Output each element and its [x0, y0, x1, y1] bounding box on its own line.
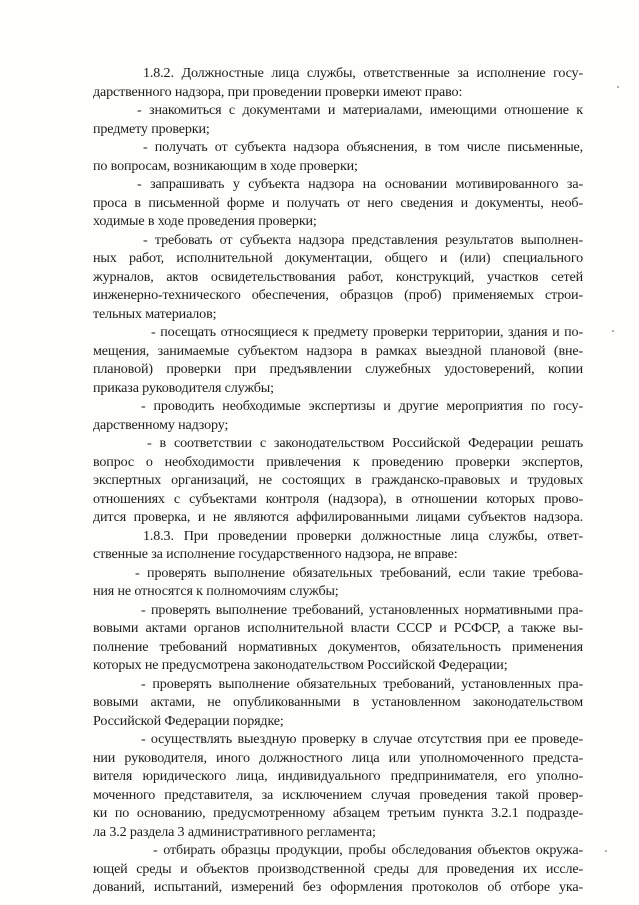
- text-line: ния не относятся к полномочиям службы;: [93, 583, 339, 599]
- text-line: мещения, занимаемые субъектом надзора в рамках выездной плановой (вне-: [93, 342, 583, 359]
- text-line: дований, испытаний, измерений без оформления протоколов об отборе ука-: [93, 879, 583, 895]
- text-line: - запрашивать у субъекта надзора на основании мотивированного за-: [137, 176, 583, 192]
- text-line: дарственному надзору;: [93, 416, 229, 433]
- text-line: ла 3.2 раздела 3 административного регламента;: [93, 823, 376, 840]
- text-line: - осуществлять выездную проверку в случае отсутствия при ее проведе-: [141, 731, 583, 747]
- scan-speck: [617, 86, 619, 88]
- text-line: - получать от субъекта надзора объяснения, в том числе письменные,: [143, 139, 583, 155]
- text-line: нии руководителя, иного должностного лица или уполномоченного предста-: [93, 749, 583, 766]
- text-line: вовыми актами органов исполнительной власти СССР и РСФСР, а также вы-: [93, 620, 583, 636]
- text-line: ных работ, исполнительной документации, общего и (или) специального: [93, 250, 583, 266]
- text-line: проса в письменной форме и получать от него сведения и документы, необ-: [93, 194, 583, 211]
- text-line: отношениях с субъектами контроля (надзора), в отношении которых прово-: [93, 490, 583, 507]
- text-line: - проверять выполнение обязательных требований, установленных пра-: [141, 675, 583, 692]
- text-line: - посещать относящиеся к предмету проверки территории, здания и по-: [151, 324, 583, 340]
- text-line: приказа руководителя службы;: [93, 379, 274, 396]
- text-line: ственные за исполнение государственного надзора, не вправе:: [93, 546, 458, 562]
- text-line: ки по основанию, предусмотренному абзацем третьим пункта 3.2.1 подразде-: [93, 805, 583, 821]
- text-line: дарственного надзора, при проведении проверки имеют право:: [93, 83, 463, 100]
- text-line: ходимые в ходе проведения проверки;: [93, 213, 317, 229]
- text-line: - проверять выполнение требований, установленных нормативными пра-: [141, 601, 583, 618]
- text-line: дится проверка, и не являются аффилированными лицами субъектов надзора.: [93, 509, 583, 525]
- text-line: Российской Федерации порядке;: [93, 712, 284, 729]
- text-line: которых не предусмотрена законодательством Российской Федерации;: [93, 657, 508, 673]
- text-line: вовыми актами, не опубликованными в установленном законодательством: [93, 694, 583, 710]
- text-line: ющей среды и объектов производственной среды для проведения их иссле-: [93, 860, 583, 877]
- document-body: [93, 64, 583, 897]
- text-line: - проверять выполнение обязательных требований, если такие требова-: [135, 564, 583, 581]
- text-line: - проводить необходимые экспертизы и другие мероприятия по госу-: [141, 398, 583, 414]
- text-line: - отбирать образцы продукции, пробы обследования объектов окружа-: [153, 842, 583, 858]
- text-line: - требовать от субъекта надзора представления результатов выполнен-: [143, 231, 583, 248]
- text-line: полнение требований нормативных документов, обязательность применения: [93, 638, 583, 655]
- text-line: тельных материалов;: [93, 305, 217, 322]
- text-line: плановой) проверки при предъявлении служебных удостоверений, копии: [93, 361, 583, 377]
- text-line: вителя юридического лица, индивидуального предпринимателя, его уполно-: [93, 768, 583, 784]
- scan-speck: [612, 330, 614, 332]
- text-line: - знакомиться с документами и материалами, имеющими отношение к: [137, 102, 583, 118]
- text-line: по вопросам, возникающим в ходе проверки;: [93, 157, 358, 174]
- scan-speck: [605, 850, 607, 852]
- text-line: инженерно-технического обеспечения, образцов (проб) применяемых строи-: [93, 287, 583, 303]
- text-line: экспертных организаций, не состоящих в гражданско-правовых и трудовых: [93, 472, 583, 488]
- text-line: - в соответствии с законодательством Российской Федерации решать: [147, 435, 583, 451]
- text-line: 1.8.3. При проведении проверки должностные лица службы, ответ-: [143, 527, 583, 544]
- text-line: моченного представителя, за исключением случая проведения такой провер-: [93, 786, 583, 803]
- text-line: вопрос о необходимости привлечения к проведению проверки экспертов,: [93, 453, 583, 470]
- text-line: 1.8.2. Должностные лица службы, ответственные за исполнение госу-: [143, 65, 583, 81]
- text-line: предмету проверки;: [93, 120, 210, 137]
- text-line: журналов, актов освидетельствования работ, конструкций, участков сетей: [93, 268, 583, 285]
